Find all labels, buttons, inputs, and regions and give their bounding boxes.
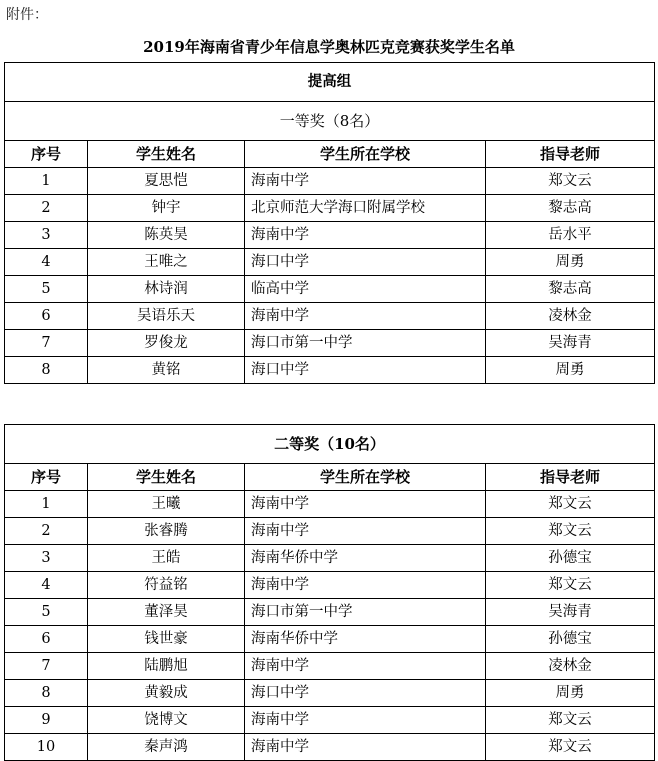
cell-school: 临高中学 [245,276,486,303]
cell-number: 3 [5,222,88,249]
cell-number: 8 [5,357,88,384]
col-header-teacher: 指导老师 [486,464,655,491]
cell-number: 6 [5,626,88,653]
cell-school: 海南中学 [245,168,486,195]
first-prize-rows [5,168,655,384]
cell-teacher: 黎志高 [486,195,655,222]
cell-teacher: 郑文云 [486,572,655,599]
cell-student-name: 林诗润 [88,276,245,303]
cell-school: 海南中学 [245,572,486,599]
cell-school: 海南中学 [245,222,486,249]
table-row [5,680,655,707]
cell-student-name: 黄毅成 [88,680,245,707]
col-header-teacher: 指导老师 [486,141,655,168]
column-header-row [5,464,655,491]
document-title: 2019年海南省青少年信息学奥林匹克竞赛获奖学生名单 [143,38,515,56]
cell-teacher: 郑文云 [486,734,655,761]
group-title: 提高组 [5,63,655,102]
cell-student-name: 张睿腾 [88,518,245,545]
cell-student-name: 罗俊龙 [88,330,245,357]
cell-student-name: 钱世豪 [88,626,245,653]
cell-teacher: 吴海青 [486,330,655,357]
cell-number: 5 [5,276,88,303]
cell-teacher: 黎志高 [486,276,655,303]
cell-school: 海南中学 [245,734,486,761]
cell-number: 7 [5,330,88,357]
cell-student-name: 王皓 [88,545,245,572]
cell-teacher: 周勇 [486,680,655,707]
column-header-row [5,141,655,168]
cell-student-name: 董泽昊 [88,599,245,626]
table-row [5,491,655,518]
cell-student-name: 饶博文 [88,707,245,734]
col-header-number: 序号 [5,464,88,491]
cell-school: 海南华侨中学 [245,626,486,653]
col-header-name: 学生姓名 [88,464,245,491]
table-row [5,572,655,599]
table-row [5,707,655,734]
cell-number: 5 [5,599,88,626]
col-header-school: 学生所在学校 [245,464,486,491]
cell-teacher: 孙德宝 [486,545,655,572]
cell-number: 2 [5,518,88,545]
cell-number: 8 [5,680,88,707]
group-row [5,63,655,102]
cell-number: 4 [5,249,88,276]
cell-number: 3 [5,545,88,572]
table-row [5,518,655,545]
cell-student-name: 黄铭 [88,357,245,384]
cell-school: 海南中学 [245,707,486,734]
cell-student-name: 王唯之 [88,249,245,276]
cell-teacher: 郑文云 [486,168,655,195]
cell-number: 7 [5,653,88,680]
table-row [5,330,655,357]
cell-student-name: 秦声鸿 [88,734,245,761]
table-row [5,168,655,195]
cell-student-name: 陆鹏旭 [88,653,245,680]
cell-teacher: 孙德宝 [486,626,655,653]
table-row [5,734,655,761]
table-row [5,276,655,303]
cell-teacher: 郑文云 [486,491,655,518]
first-prize-table [4,62,655,384]
first-prize-header-row [5,102,655,141]
table-row [5,653,655,680]
cell-teacher: 岳水平 [486,222,655,249]
cell-school: 海南中学 [245,303,486,330]
cell-number: 2 [5,195,88,222]
col-header-name: 学生姓名 [88,141,245,168]
table-row [5,222,655,249]
cell-student-name: 夏思恺 [88,168,245,195]
cell-number: 4 [5,572,88,599]
first-prize-title: 一等奖（8名） [5,102,655,141]
cell-student-name: 陈英昊 [88,222,245,249]
table-row [5,599,655,626]
cell-teacher: 凌林金 [486,653,655,680]
cell-school: 海南中学 [245,491,486,518]
cell-teacher: 郑文云 [486,707,655,734]
cell-school: 海口中学 [245,357,486,384]
col-header-school: 学生所在学校 [245,141,486,168]
cell-teacher: 周勇 [486,249,655,276]
cell-teacher: 周勇 [486,357,655,384]
cell-school: 北京师范大学海口附属学校 [245,195,486,222]
cell-school: 海南中学 [245,653,486,680]
table-row [5,195,655,222]
table-row [5,357,655,384]
second-prize-title: 二等奖（10名） [5,425,655,464]
cell-number: 10 [5,734,88,761]
table-row [5,303,655,330]
cell-student-name: 吴语乐天 [88,303,245,330]
cell-number: 1 [5,168,88,195]
cell-student-name: 符益铭 [88,572,245,599]
table-row [5,249,655,276]
table-row [5,545,655,572]
cell-school: 海口中学 [245,680,486,707]
attachment-label: 附件： [6,7,48,23]
cell-number: 6 [5,303,88,330]
cell-school: 海南中学 [245,518,486,545]
second-prize-table [4,424,655,761]
col-header-number: 序号 [5,141,88,168]
second-prize-header-row [5,425,655,464]
cell-teacher: 吴海青 [486,599,655,626]
cell-number: 1 [5,491,88,518]
cell-school: 海口市第一中学 [245,599,486,626]
cell-number: 9 [5,707,88,734]
cell-teacher: 凌林金 [486,303,655,330]
cell-school: 海口中学 [245,249,486,276]
cell-school: 海口市第一中学 [245,330,486,357]
cell-teacher: 郑文云 [486,518,655,545]
cell-school: 海南华侨中学 [245,545,486,572]
cell-student-name: 王曦 [88,491,245,518]
table-row [5,626,655,653]
cell-student-name: 钟宇 [88,195,245,222]
second-prize-rows [5,491,655,761]
